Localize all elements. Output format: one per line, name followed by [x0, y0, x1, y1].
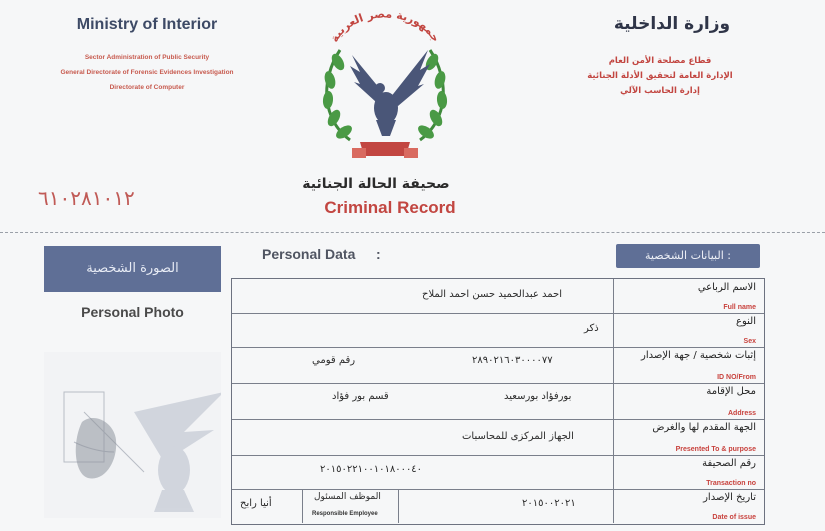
- table-row-sex: [232, 313, 764, 348]
- table-row-full-name: [232, 279, 764, 314]
- serial-number: ٦١٠٢٨١٠١٢: [38, 186, 135, 210]
- address-label-cell: [613, 383, 764, 419]
- address-label-ar: محل الإقامة: [706, 386, 756, 397]
- sex-value: ذكر: [584, 323, 599, 334]
- date-of-issue-label-ar: تاريخ الإصدار: [703, 492, 756, 503]
- transaction-no-label-cell: [613, 455, 764, 489]
- full-name-label-cell: [613, 279, 764, 313]
- employee-separator-left: [302, 489, 303, 523]
- employee-name-value: أنيا رابح: [240, 498, 272, 509]
- photo-watermark-eagle-icon: [44, 352, 221, 518]
- section-divider: [0, 232, 825, 233]
- date-of-issue-value: ٢٠١٥٠٠٢٠٢١: [522, 498, 576, 509]
- table-row-address: [232, 383, 764, 420]
- sex-label-cell: [613, 313, 764, 347]
- presented-to-label-en: Presented To & purpose: [675, 446, 756, 453]
- table-row-id: [232, 347, 764, 384]
- directorate-line-ar: الإدارة العامة لتحقيق الأدلة الجنائية: [587, 71, 733, 81]
- ministry-title-en: Ministry of Interior: [76, 16, 218, 33]
- full-name-value: احمد عبدالحميد حسن احمد الملاح: [422, 289, 562, 300]
- personal-photo-label: Personal Photo: [81, 304, 184, 320]
- transaction-no-label-en: Transaction no: [706, 480, 756, 487]
- record-title-ar: صحيفة الحالة الجنائية: [302, 176, 450, 192]
- sex-label-en: Sex: [743, 338, 756, 345]
- transaction-no-value: ٢٠١٥٠٢٢١٠٠١٠١٨٠٠٠٤٠: [320, 464, 423, 475]
- address-value: بورفؤاد بورسعيد: [504, 391, 572, 402]
- emblem-arc-text: جمهورية مصر العربية: [327, 7, 443, 45]
- table-row-date-of-issue: [232, 489, 764, 523]
- record-title-en: Criminal Record: [324, 198, 456, 217]
- sex-label-ar: النوع: [736, 316, 756, 327]
- table-row-transaction-no: [232, 455, 764, 490]
- sector-line-en: Sector Administration of Public Security: [84, 54, 210, 61]
- employee-separator-right: [398, 489, 399, 523]
- id-label-ar: إثبات شخصية / جهة الإصدار: [641, 350, 756, 361]
- id-label-cell: [613, 347, 764, 383]
- computer-line-en: Directorate of Computer: [109, 84, 185, 91]
- ministry-title-ar: وزارة الداخلية: [613, 14, 731, 34]
- employee-label-en: Responsible Employee: [312, 511, 378, 517]
- personal-data-table: [231, 278, 765, 525]
- personal-data-label: Personal Data: [262, 246, 356, 262]
- address-label-en: Address: [727, 410, 756, 417]
- date-of-issue-label-en: Date of issue: [712, 514, 756, 521]
- full-name-label-ar: الاسم الرباعي: [697, 282, 756, 293]
- personal-data-header-ar: البيانات الشخصية :: [616, 244, 760, 268]
- employee-label-ar: الموظف المسئول: [314, 492, 381, 502]
- id-label-en: ID NO/From: [717, 374, 756, 381]
- personal-data-colon: :: [376, 246, 381, 262]
- presented-to-value: الجهاز المركزى للمحاسبات: [462, 431, 574, 442]
- id-source-value: رقم قومي: [312, 355, 356, 366]
- directorate-line-en: General Directorate of Forensic Evidences Investigation: [60, 69, 234, 76]
- sector-line-ar: قطاع مصلحة الأمن العام: [608, 56, 712, 66]
- computer-line-ar: إدارة الحاسب الآلي: [620, 86, 700, 96]
- transaction-no-label-ar: رقم الصحيفة: [702, 458, 756, 469]
- address-district-value: قسم بور فؤاد: [332, 391, 389, 402]
- presented-to-label-ar: الجهة المقدم لها والغرض: [652, 422, 756, 433]
- full-name-label-en: Full name: [723, 304, 756, 311]
- eagle-emblem-icon: [310, 0, 460, 175]
- presented-to-label-cell: [613, 419, 764, 455]
- id-number-value: ٢٨٩٠٢١٦٠٣٠٠٠٠٧٧: [472, 355, 553, 366]
- table-row-presented-to: [232, 419, 764, 456]
- date-of-issue-label-cell: [613, 489, 764, 523]
- personal-photo-header-ar: الصورة الشخصية: [44, 246, 221, 292]
